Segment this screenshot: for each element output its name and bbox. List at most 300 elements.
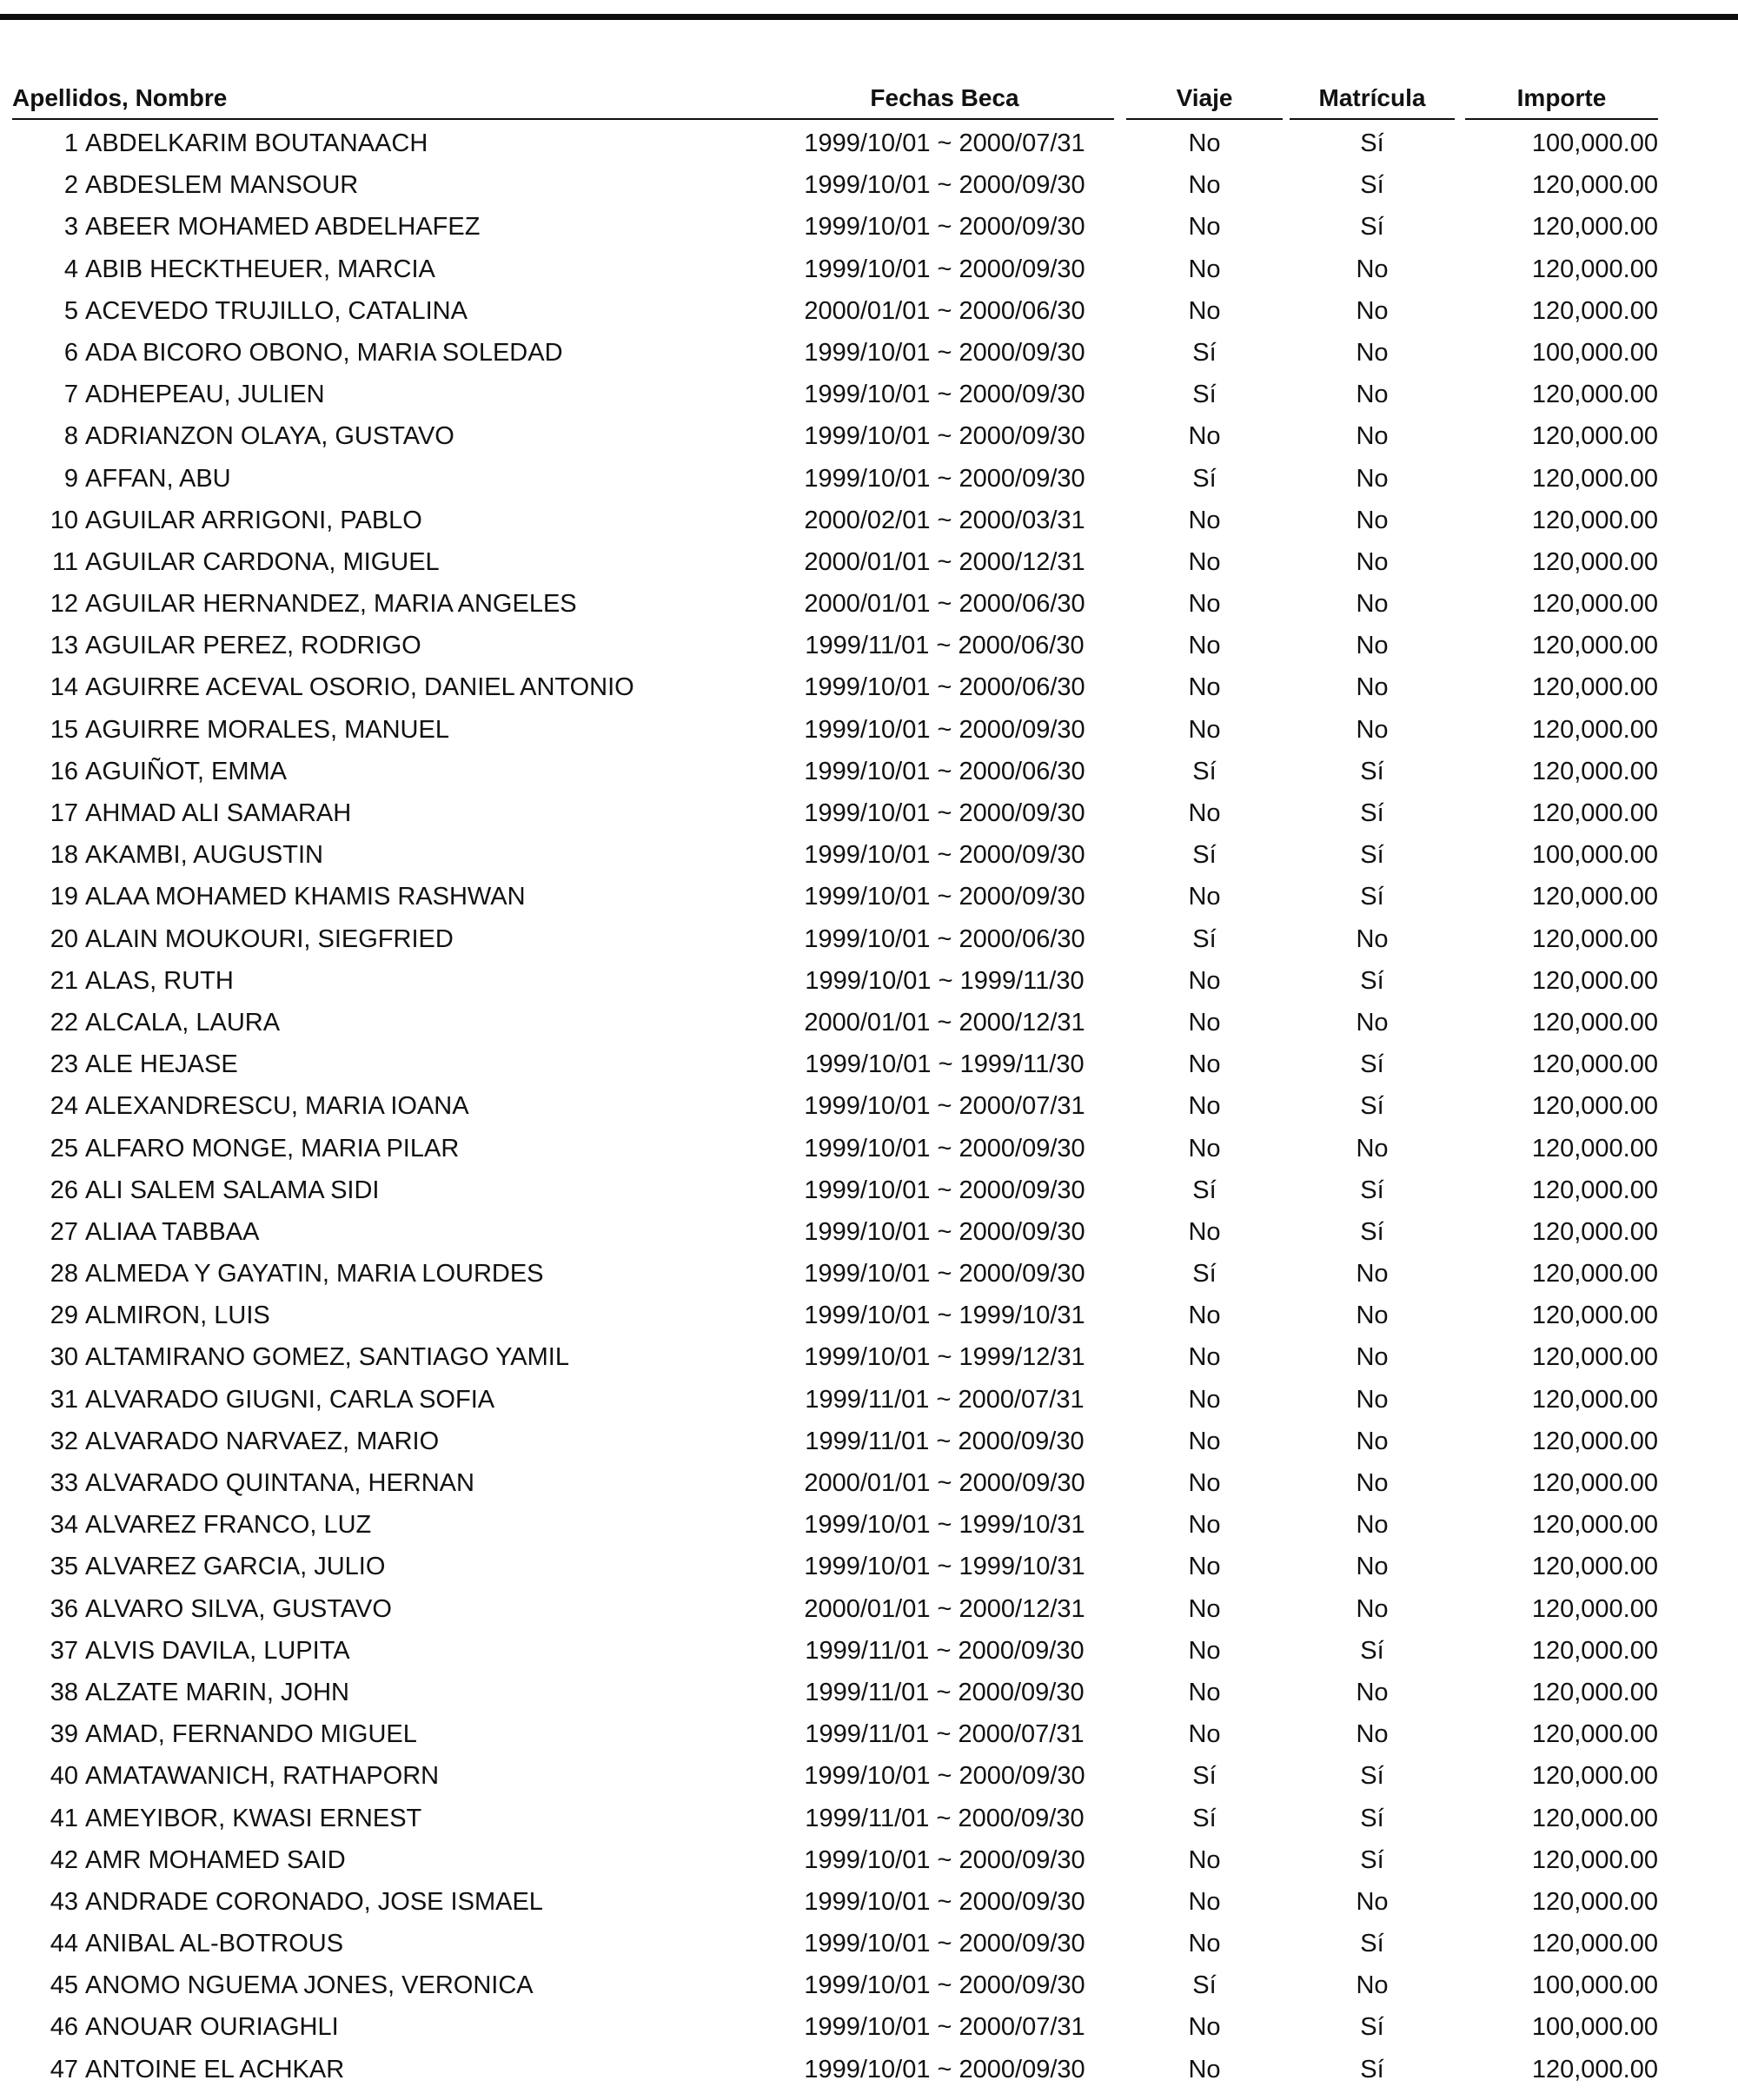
row-importe: 100,000.00 xyxy=(1531,129,1658,157)
row-importe: 120,000.00 xyxy=(1531,966,1658,995)
row-importe: 120,000.00 xyxy=(1531,1762,1658,1791)
row-number: 29 xyxy=(50,1302,78,1330)
row-number: 20 xyxy=(50,924,78,953)
row-number: 10 xyxy=(50,506,78,534)
row-number: 33 xyxy=(50,1469,78,1497)
table-row xyxy=(0,169,1738,210)
row-name: ALAA MOHAMED KHAMIS RASHWAN xyxy=(85,883,526,911)
row-name: AGUIRRE MORALES, MANUEL xyxy=(85,715,449,744)
row-number: 6 xyxy=(63,338,78,367)
row-name: ABDELKARIM BOUTANAACH xyxy=(85,129,428,157)
row-name: AMR MOHAMED SAID xyxy=(85,1845,346,1874)
row-fechas-beca: 1999/10/01 ~ 2000/09/30 xyxy=(804,1260,1085,1288)
row-name: ALFARO MONGE, MARIA PILAR xyxy=(85,1134,460,1163)
row-matricula: No xyxy=(1356,422,1389,451)
top-rule xyxy=(0,14,1738,20)
row-importe: 120,000.00 xyxy=(1531,1385,1658,1414)
row-fechas-beca: 1999/10/01 ~ 2000/09/30 xyxy=(804,1845,1085,1874)
row-importe: 100,000.00 xyxy=(1531,2013,1658,2042)
table-row xyxy=(0,1132,1738,1174)
row-matricula: Sí xyxy=(1360,2055,1384,2083)
table-row xyxy=(0,923,1738,964)
row-name: ALEXANDRESCU, MARIA IOANA xyxy=(85,1092,469,1121)
row-number: 26 xyxy=(50,1176,78,1204)
row-importe: 120,000.00 xyxy=(1531,547,1658,576)
row-viaje: No xyxy=(1188,590,1221,619)
row-viaje: No xyxy=(1188,799,1221,827)
row-fechas-beca: 1999/10/01 ~ 2000/09/30 xyxy=(804,255,1085,283)
row-fechas-beca: 1999/10/01 ~ 2000/09/30 xyxy=(804,213,1085,242)
row-number: 21 xyxy=(50,966,78,995)
row-importe: 120,000.00 xyxy=(1531,1804,1658,1832)
row-name: AGUIÑOT, EMMA xyxy=(85,757,288,785)
row-number: 40 xyxy=(50,1762,78,1791)
table-row xyxy=(0,755,1738,797)
row-name: ALTAMIRANO GOMEZ, SANTIAGO YAMIL xyxy=(85,1343,569,1372)
table-row xyxy=(0,1885,1738,1927)
row-viaje: No xyxy=(1188,1302,1221,1330)
row-importe: 120,000.00 xyxy=(1531,632,1658,660)
row-viaje: Sí xyxy=(1192,1971,1217,2000)
row-importe: 120,000.00 xyxy=(1531,1260,1658,1288)
table-row xyxy=(0,546,1738,587)
row-name: ABDESLEM MANSOUR xyxy=(85,171,359,200)
row-importe: 120,000.00 xyxy=(1531,1720,1658,1749)
table-row xyxy=(0,1341,1738,1382)
row-number: 13 xyxy=(50,632,78,660)
table-row xyxy=(0,629,1738,671)
row-matricula: No xyxy=(1356,632,1389,660)
row-matricula: No xyxy=(1356,1511,1389,1540)
row-importe: 120,000.00 xyxy=(1531,213,1658,242)
row-matricula: No xyxy=(1356,1008,1389,1037)
row-name: ALI SALEM SALAMA SIDI xyxy=(85,1176,380,1204)
row-fechas-beca: 1999/10/01 ~ 2000/09/30 xyxy=(804,1134,1085,1163)
table-row xyxy=(0,1634,1738,1676)
row-fechas-beca: 1999/10/01 ~ 2000/06/30 xyxy=(804,757,1085,785)
row-fechas-beca: 2000/01/01 ~ 2000/06/30 xyxy=(804,590,1085,619)
row-number: 11 xyxy=(51,547,78,576)
row-matricula: Sí xyxy=(1360,1636,1384,1665)
table-row xyxy=(0,1759,1738,1801)
row-viaje: Sí xyxy=(1192,1804,1217,1832)
table-row xyxy=(0,336,1738,378)
table-row xyxy=(0,1718,1738,1759)
row-viaje: No xyxy=(1188,213,1221,242)
header-fechas-beca: Fechas Beca xyxy=(775,83,1114,120)
row-viaje: No xyxy=(1188,2013,1221,2042)
row-viaje: No xyxy=(1188,1930,1221,1958)
row-matricula: No xyxy=(1356,673,1389,702)
row-name: AGUILAR PEREZ, RODRIGO xyxy=(85,632,421,660)
row-matricula: Sí xyxy=(1360,171,1384,200)
row-viaje: Sí xyxy=(1192,841,1217,870)
table-row xyxy=(0,964,1738,1006)
row-fechas-beca: 1999/10/01 ~ 2000/09/30 xyxy=(804,1887,1085,1916)
row-importe: 120,000.00 xyxy=(1531,1469,1658,1497)
row-matricula: Sí xyxy=(1360,1050,1384,1079)
row-name: ALAS, RUTH xyxy=(85,966,234,995)
table-row xyxy=(0,1593,1738,1634)
row-number: 23 xyxy=(50,1050,78,1079)
row-fechas-beca: 1999/10/01 ~ 2000/09/30 xyxy=(804,799,1085,827)
row-viaje: No xyxy=(1188,1720,1221,1749)
row-number: 41 xyxy=(50,1804,78,1832)
row-importe: 120,000.00 xyxy=(1531,1636,1658,1665)
row-viaje: No xyxy=(1188,1553,1221,1581)
table-row xyxy=(0,838,1738,880)
table-row xyxy=(0,1425,1738,1467)
table-row xyxy=(0,713,1738,755)
row-number: 19 xyxy=(50,883,78,911)
row-importe: 100,000.00 xyxy=(1531,338,1658,367)
row-fechas-beca: 1999/10/01 ~ 2000/07/31 xyxy=(804,1092,1085,1121)
row-number: 1 xyxy=(63,129,78,157)
row-viaje: No xyxy=(1188,1678,1221,1706)
row-name: ALVAREZ GARCIA, JULIO xyxy=(85,1553,386,1581)
row-viaje: Sí xyxy=(1192,757,1217,785)
table-row xyxy=(0,2011,1738,2052)
table-row xyxy=(0,1216,1738,1257)
row-matricula: No xyxy=(1356,1971,1389,2000)
row-matricula: No xyxy=(1356,464,1389,493)
header-name: Apellidos, Nombre xyxy=(12,83,777,120)
row-number: 38 xyxy=(50,1678,78,1706)
table-row xyxy=(0,2053,1738,2095)
row-importe: 120,000.00 xyxy=(1531,506,1658,534)
row-viaje: No xyxy=(1188,1845,1221,1874)
row-number: 4 xyxy=(63,255,78,283)
row-viaje: Sí xyxy=(1192,338,1217,367)
row-fechas-beca: 1999/10/01 ~ 2000/06/30 xyxy=(804,924,1085,953)
row-fechas-beca: 1999/11/01 ~ 2000/09/30 xyxy=(805,1636,1085,1665)
row-fechas-beca: 1999/10/01 ~ 2000/07/31 xyxy=(804,2013,1085,2042)
row-name: ANOUAR OURIAGHLI xyxy=(85,2013,339,2042)
row-viaje: No xyxy=(1188,1887,1221,1916)
row-fechas-beca: 1999/11/01 ~ 2000/09/30 xyxy=(805,1678,1085,1706)
row-number: 27 xyxy=(50,1217,78,1246)
table-row xyxy=(0,1048,1738,1090)
row-importe: 120,000.00 xyxy=(1531,422,1658,451)
row-fechas-beca: 1999/10/01 ~ 2000/09/30 xyxy=(804,841,1085,870)
row-matricula: No xyxy=(1356,338,1389,367)
row-fechas-beca: 1999/10/01 ~ 2000/09/30 xyxy=(804,715,1085,744)
row-fechas-beca: 1999/10/01 ~ 2000/09/30 xyxy=(804,1217,1085,1246)
row-fechas-beca: 1999/10/01 ~ 2000/09/30 xyxy=(804,1971,1085,2000)
table-row xyxy=(0,1090,1738,1131)
row-matricula: No xyxy=(1356,296,1389,325)
table-body xyxy=(0,127,1738,2095)
row-importe: 120,000.00 xyxy=(1531,381,1658,409)
table-row xyxy=(0,1508,1738,1550)
row-viaje: Sí xyxy=(1192,381,1217,409)
row-number: 2 xyxy=(63,171,78,200)
row-number: 43 xyxy=(50,1887,78,1916)
row-name: AGUILAR ARRIGONI, PABLO xyxy=(85,506,422,534)
row-fechas-beca: 1999/10/01 ~ 2000/06/30 xyxy=(804,673,1085,702)
row-matricula: Sí xyxy=(1360,757,1384,785)
table-row xyxy=(0,1927,1738,1969)
row-matricula: No xyxy=(1356,547,1389,576)
row-importe: 120,000.00 xyxy=(1531,757,1658,785)
row-matricula: No xyxy=(1356,1720,1389,1749)
row-number: 30 xyxy=(50,1343,78,1372)
row-viaje: No xyxy=(1188,1050,1221,1079)
row-matricula: Sí xyxy=(1360,883,1384,911)
table-row xyxy=(0,1676,1738,1718)
row-viaje: No xyxy=(1188,171,1221,200)
row-number: 25 xyxy=(50,1134,78,1163)
row-number: 35 xyxy=(50,1553,78,1581)
table-row xyxy=(0,1550,1738,1592)
row-fechas-beca: 1999/11/01 ~ 2000/06/30 xyxy=(805,632,1085,660)
row-number: 39 xyxy=(50,1720,78,1749)
row-name: ALE HEJASE xyxy=(85,1050,238,1079)
table-row xyxy=(0,880,1738,922)
row-viaje: No xyxy=(1188,1343,1221,1372)
row-viaje: No xyxy=(1188,1217,1221,1246)
table-row xyxy=(0,1969,1738,2011)
header-importe: Importe xyxy=(1465,83,1658,120)
table-row xyxy=(0,1174,1738,1216)
row-importe: 120,000.00 xyxy=(1531,924,1658,953)
row-viaje: No xyxy=(1188,1385,1221,1414)
table-row xyxy=(0,1844,1738,1885)
row-name: AMEYIBOR, KWASI ERNEST xyxy=(85,1804,422,1832)
row-number: 9 xyxy=(63,464,78,493)
row-fechas-beca: 1999/11/01 ~ 2000/09/30 xyxy=(805,1804,1085,1832)
row-viaje: No xyxy=(1188,1469,1221,1497)
table-row xyxy=(0,462,1738,504)
row-importe: 120,000.00 xyxy=(1531,171,1658,200)
row-matricula: No xyxy=(1356,1385,1389,1414)
row-importe: 120,000.00 xyxy=(1531,715,1658,744)
row-importe: 120,000.00 xyxy=(1531,673,1658,702)
row-number: 12 xyxy=(50,590,78,619)
row-number: 24 xyxy=(50,1092,78,1121)
table-row xyxy=(0,1383,1738,1425)
row-viaje: No xyxy=(1188,422,1221,451)
row-importe: 100,000.00 xyxy=(1531,1971,1658,2000)
row-matricula: Sí xyxy=(1360,799,1384,827)
row-viaje: No xyxy=(1188,2055,1221,2083)
row-name: ALVARO SILVA, GUSTAVO xyxy=(85,1594,392,1623)
row-viaje: No xyxy=(1188,129,1221,157)
row-viaje: No xyxy=(1188,547,1221,576)
table-row xyxy=(0,253,1738,295)
row-number: 15 xyxy=(50,715,78,744)
row-number: 16 xyxy=(50,757,78,785)
row-matricula: No xyxy=(1356,715,1389,744)
row-importe: 120,000.00 xyxy=(1531,1343,1658,1372)
row-fechas-beca: 2000/01/01 ~ 2000/06/30 xyxy=(804,296,1085,325)
row-matricula: Sí xyxy=(1360,1217,1384,1246)
row-fechas-beca: 1999/10/01 ~ 2000/09/30 xyxy=(804,171,1085,200)
row-fechas-beca: 1999/11/01 ~ 2000/09/30 xyxy=(805,1427,1085,1455)
row-number: 37 xyxy=(50,1636,78,1665)
row-name: ABIB HECKTHEUER, MARCIA xyxy=(85,255,435,283)
row-viaje: No xyxy=(1188,1636,1221,1665)
row-number: 36 xyxy=(50,1594,78,1623)
row-matricula: No xyxy=(1356,924,1389,953)
row-fechas-beca: 2000/02/01 ~ 2000/03/31 xyxy=(804,506,1085,534)
row-importe: 120,000.00 xyxy=(1531,1594,1658,1623)
row-number: 7 xyxy=(63,381,78,409)
table-row xyxy=(0,1802,1738,1844)
row-matricula: No xyxy=(1356,1469,1389,1497)
row-viaje: Sí xyxy=(1192,1762,1217,1791)
row-number: 46 xyxy=(50,2013,78,2042)
table-row xyxy=(0,127,1738,169)
row-name: ADHEPEAU, JULIEN xyxy=(85,381,325,409)
row-importe: 120,000.00 xyxy=(1531,799,1658,827)
row-importe: 120,000.00 xyxy=(1531,296,1658,325)
row-matricula: Sí xyxy=(1360,1762,1384,1791)
row-matricula: Sí xyxy=(1360,1930,1384,1958)
row-importe: 120,000.00 xyxy=(1531,1092,1658,1121)
row-name: AMATAWANICH, RATHAPORN xyxy=(85,1762,440,1791)
table-row xyxy=(0,378,1738,420)
table-row xyxy=(0,1006,1738,1048)
row-fechas-beca: 2000/01/01 ~ 2000/09/30 xyxy=(804,1469,1085,1497)
row-viaje: Sí xyxy=(1192,1176,1217,1204)
row-name: ADA BICORO OBONO, MARIA SOLEDAD xyxy=(85,338,563,367)
row-matricula: No xyxy=(1356,506,1389,534)
row-importe: 120,000.00 xyxy=(1531,1930,1658,1958)
row-name: ALAIN MOUKOURI, SIEGFRIED xyxy=(85,924,454,953)
row-matricula: No xyxy=(1356,590,1389,619)
row-name: ADRIANZON OLAYA, GUSTAVO xyxy=(85,422,454,451)
row-matricula: No xyxy=(1356,1594,1389,1623)
row-number: 17 xyxy=(50,799,78,827)
row-matricula: No xyxy=(1356,255,1389,283)
row-viaje: No xyxy=(1188,506,1221,534)
row-viaje: No xyxy=(1188,1594,1221,1623)
row-name: ALVARADO QUINTANA, HERNAN xyxy=(85,1469,474,1497)
row-importe: 120,000.00 xyxy=(1531,1050,1658,1079)
row-fechas-beca: 1999/10/01 ~ 2000/09/30 xyxy=(804,883,1085,911)
table-row xyxy=(0,295,1738,336)
row-fechas-beca: 1999/10/01 ~ 2000/09/30 xyxy=(804,464,1085,493)
header-matricula: Matrícula xyxy=(1290,83,1455,120)
table-row xyxy=(0,1299,1738,1341)
table-row xyxy=(0,1467,1738,1508)
row-name: ALMEDA Y GAYATIN, MARIA LOURDES xyxy=(85,1260,544,1288)
row-name: ALMIRON, LUIS xyxy=(85,1302,270,1330)
row-number: 44 xyxy=(50,1930,78,1958)
row-fechas-beca: 1999/11/01 ~ 2000/07/31 xyxy=(805,1385,1085,1414)
row-number: 8 xyxy=(63,422,78,451)
row-fechas-beca: 2000/01/01 ~ 2000/12/31 xyxy=(804,547,1085,576)
row-matricula: Sí xyxy=(1360,1804,1384,1832)
row-matricula: Sí xyxy=(1360,2013,1384,2042)
row-importe: 120,000.00 xyxy=(1531,1302,1658,1330)
row-number: 32 xyxy=(50,1427,78,1455)
row-matricula: No xyxy=(1356,1887,1389,1916)
row-matricula: Sí xyxy=(1360,966,1384,995)
row-importe: 120,000.00 xyxy=(1531,1887,1658,1916)
row-fechas-beca: 1999/10/01 ~ 1999/10/31 xyxy=(804,1511,1085,1540)
row-fechas-beca: 1999/10/01 ~ 2000/07/31 xyxy=(804,129,1085,157)
row-name: ALVIS DAVILA, LUPITA xyxy=(85,1636,350,1665)
row-matricula: Sí xyxy=(1360,1092,1384,1121)
table-row xyxy=(0,210,1738,252)
row-number: 3 xyxy=(63,213,78,242)
row-viaje: Sí xyxy=(1192,924,1217,953)
row-matricula: Sí xyxy=(1360,129,1384,157)
row-matricula: No xyxy=(1356,1553,1389,1581)
row-name: ALVAREZ FRANCO, LUZ xyxy=(85,1511,372,1540)
row-number: 34 xyxy=(50,1511,78,1540)
row-viaje: No xyxy=(1188,883,1221,911)
row-importe: 120,000.00 xyxy=(1531,1176,1658,1204)
row-importe: 120,000.00 xyxy=(1531,883,1658,911)
row-name: ALCALA, LAURA xyxy=(85,1008,281,1037)
row-name: AHMAD ALI SAMARAH xyxy=(85,799,352,827)
row-matricula: No xyxy=(1356,1343,1389,1372)
row-importe: 120,000.00 xyxy=(1531,590,1658,619)
row-name: ACEVEDO TRUJILLO, CATALINA xyxy=(85,296,468,325)
row-matricula: No xyxy=(1356,1678,1389,1706)
row-importe: 120,000.00 xyxy=(1531,255,1658,283)
row-number: 47 xyxy=(50,2055,78,2083)
row-number: 42 xyxy=(50,1845,78,1874)
row-name: ANIBAL AL-BOTROUS xyxy=(85,1930,344,1958)
table-row xyxy=(0,420,1738,461)
row-name: ABEER MOHAMED ABDELHAFEZ xyxy=(85,213,481,242)
row-viaje: No xyxy=(1188,1134,1221,1163)
row-viaje: Sí xyxy=(1192,1260,1217,1288)
row-viaje: No xyxy=(1188,1092,1221,1121)
row-number: 18 xyxy=(50,841,78,870)
row-fechas-beca: 1999/10/01 ~ 1999/10/31 xyxy=(804,1302,1085,1330)
row-fechas-beca: 1999/10/01 ~ 2000/09/30 xyxy=(804,338,1085,367)
row-fechas-beca: 1999/10/01 ~ 1999/10/31 xyxy=(804,1553,1085,1581)
table-row xyxy=(0,587,1738,629)
row-matricula: No xyxy=(1356,1302,1389,1330)
row-fechas-beca: 1999/10/01 ~ 2000/09/30 xyxy=(804,1930,1085,1958)
row-importe: 120,000.00 xyxy=(1531,1845,1658,1874)
row-viaje: No xyxy=(1188,1008,1221,1037)
row-viaje: No xyxy=(1188,715,1221,744)
table-row xyxy=(0,1257,1738,1299)
row-importe: 120,000.00 xyxy=(1531,464,1658,493)
row-fechas-beca: 1999/10/01 ~ 2000/09/30 xyxy=(804,1762,1085,1791)
row-number: 5 xyxy=(63,296,78,325)
row-fechas-beca: 1999/10/01 ~ 1999/12/31 xyxy=(804,1343,1085,1372)
row-matricula: No xyxy=(1356,1427,1389,1455)
row-matricula: Sí xyxy=(1360,1845,1384,1874)
row-viaje: No xyxy=(1188,255,1221,283)
row-matricula: Sí xyxy=(1360,841,1384,870)
header-viaje: Viaje xyxy=(1126,83,1283,120)
row-name: ALVARADO NARVAEZ, MARIO xyxy=(85,1427,440,1455)
row-name: ALVARADO GIUGNI, CARLA SOFIA xyxy=(85,1385,495,1414)
row-fechas-beca: 1999/10/01 ~ 2000/09/30 xyxy=(804,381,1085,409)
row-name: AFFAN, ABU xyxy=(85,464,231,493)
row-number: 31 xyxy=(50,1385,78,1414)
row-matricula: No xyxy=(1356,1260,1389,1288)
row-importe: 120,000.00 xyxy=(1531,1217,1658,1246)
row-matricula: No xyxy=(1356,1134,1389,1163)
row-importe: 120,000.00 xyxy=(1531,1511,1658,1540)
row-name: ANOMO NGUEMA JONES, VERONICA xyxy=(85,1971,534,2000)
row-number: 14 xyxy=(50,673,78,702)
row-fechas-beca: 1999/10/01 ~ 1999/11/30 xyxy=(805,1050,1085,1079)
row-viaje: No xyxy=(1188,632,1221,660)
row-importe: 120,000.00 xyxy=(1531,1678,1658,1706)
row-fechas-beca: 1999/10/01 ~ 2000/09/30 xyxy=(804,2055,1085,2083)
